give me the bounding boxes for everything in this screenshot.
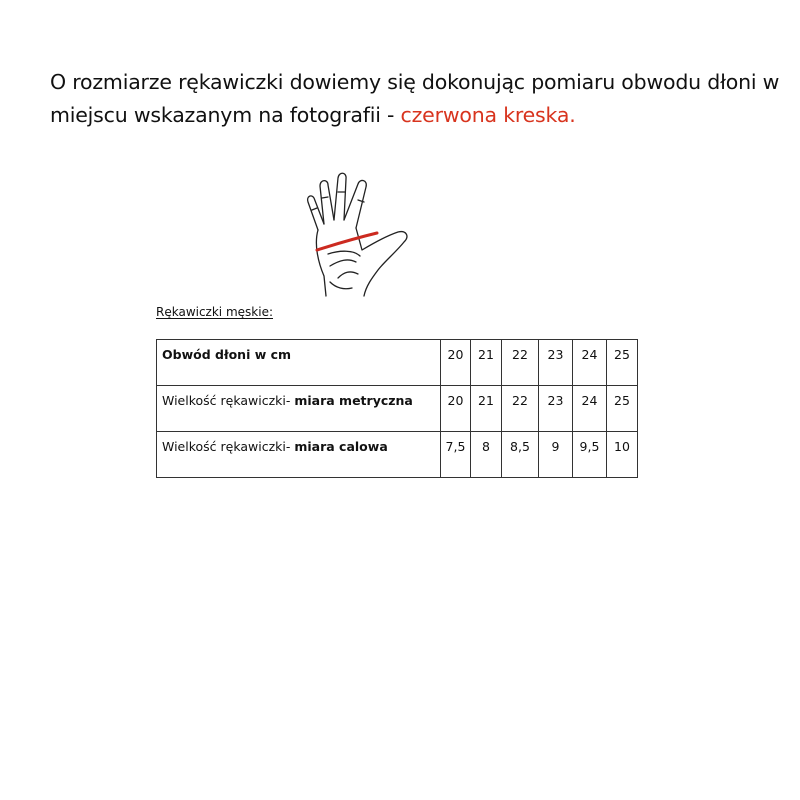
table-cell: 20	[441, 386, 471, 432]
size-table	[156, 339, 638, 478]
table-cell: 23	[539, 340, 573, 386]
hand-measure-icon	[300, 170, 415, 300]
row-label: Wielkość rękawiczki- miara metryczna	[157, 386, 441, 432]
table-cell: 24	[573, 386, 607, 432]
table-cell: 9,5	[573, 432, 607, 478]
table-cell: 22	[502, 340, 539, 386]
table-cell: 8	[471, 432, 502, 478]
table-cell: 9	[539, 432, 573, 478]
table-row	[157, 432, 638, 478]
table-cell: 21	[471, 340, 502, 386]
row-label: Wielkość rękawiczki- miara calowa	[157, 432, 441, 478]
table-cell: 20	[441, 340, 471, 386]
table-row	[157, 386, 638, 432]
table-cell: 7,5	[441, 432, 471, 478]
table-cell: 21	[471, 386, 502, 432]
intro-text	[50, 66, 780, 132]
intro-main: O rozmiarze rękawiczki dowiemy się dokonując pomiaru obwodu dłoni w miejscu wskazanym na fotografii -	[50, 70, 780, 127]
table-cell: 25	[607, 340, 638, 386]
measure-line	[317, 233, 377, 250]
table-cell: 24	[573, 340, 607, 386]
intro-highlight: czerwona kreska.	[400, 103, 576, 127]
table-cell: 10	[607, 432, 638, 478]
table-row	[157, 340, 638, 386]
table-cell: 8,5	[502, 432, 539, 478]
table-cell: 22	[502, 386, 539, 432]
row-label: Obwód dłoni w cm	[157, 340, 441, 386]
table-cell: 25	[607, 386, 638, 432]
table-cell: 23	[539, 386, 573, 432]
table-caption: Rękawiczki męskie:	[156, 305, 273, 319]
